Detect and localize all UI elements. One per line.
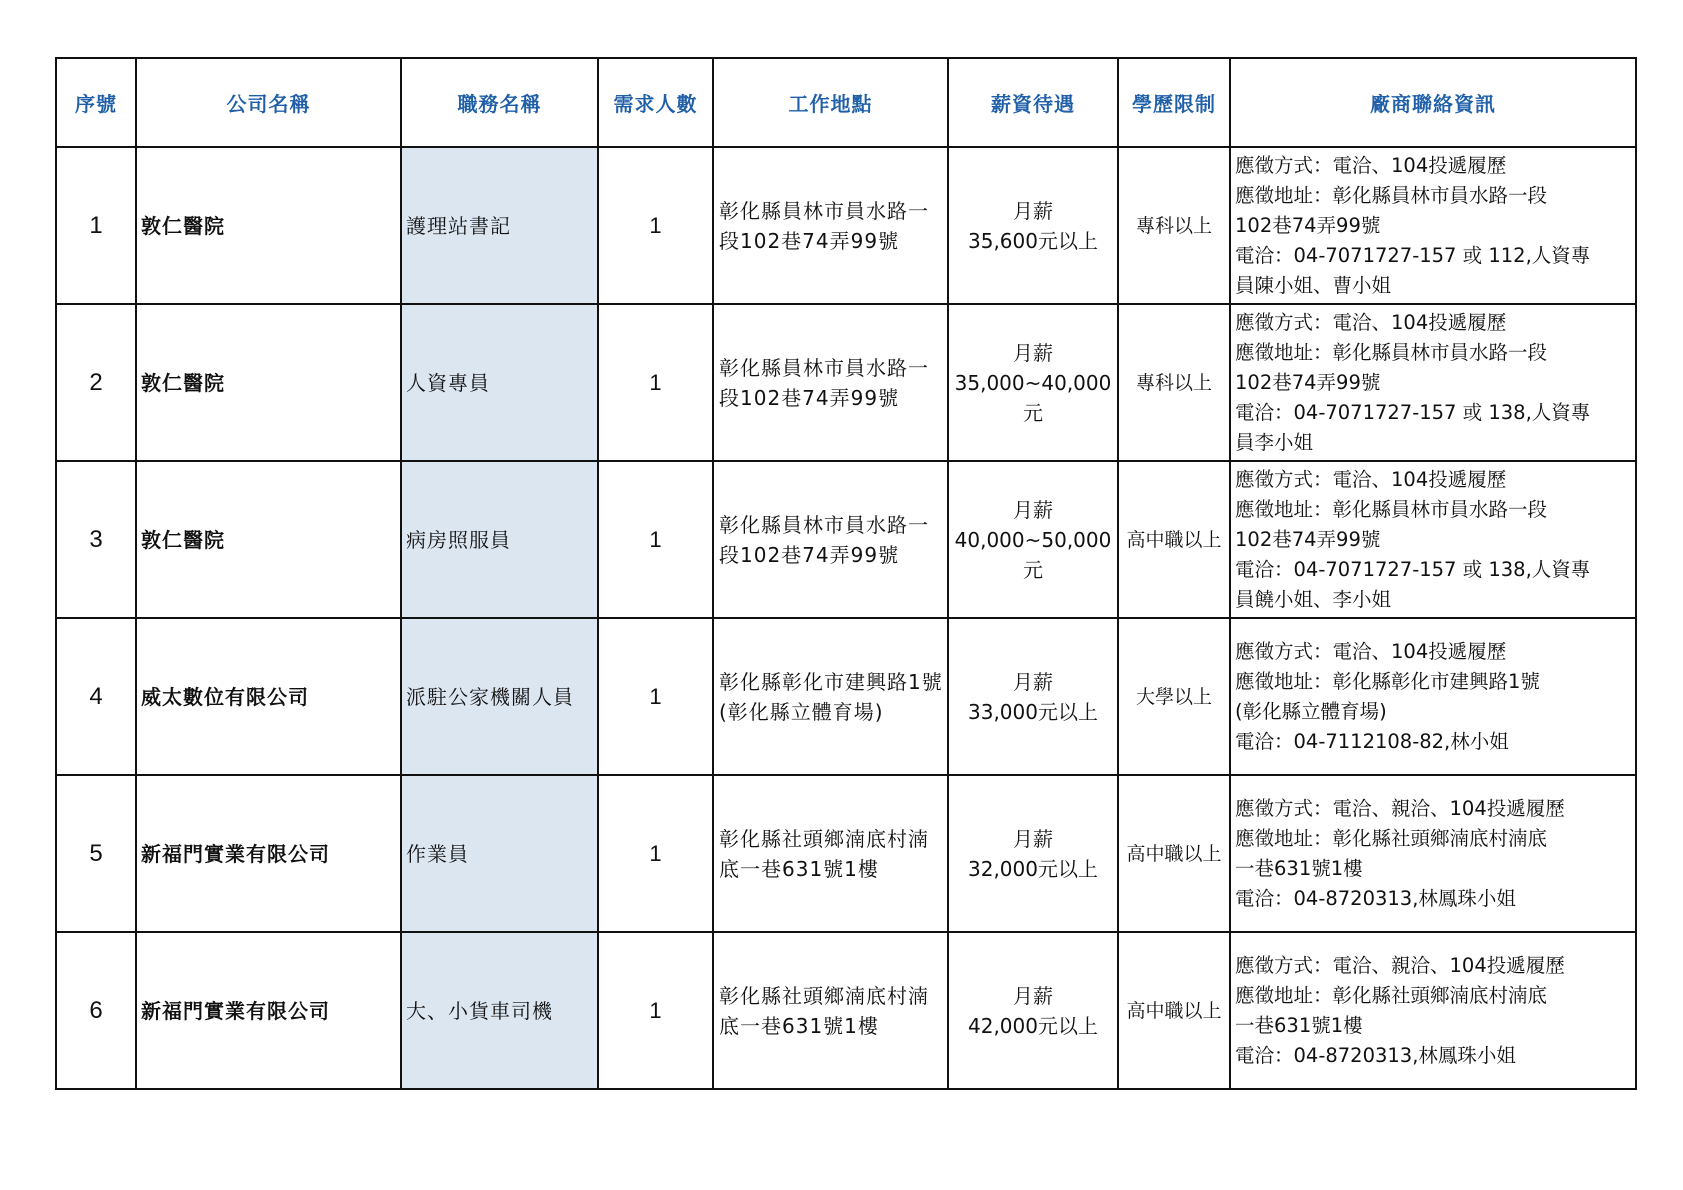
salary-amount: 35,000~40,000 (954, 370, 1112, 395)
cell-education (1118, 932, 1230, 1089)
salary-type: 月薪 (1013, 340, 1053, 365)
job-title: 護理站書記 (406, 213, 511, 238)
contact-line: 電洽：04-7071727-157 或 112,人資專 (1235, 243, 1591, 267)
salary-type: 月薪 (1013, 669, 1053, 694)
cell-location (713, 461, 948, 618)
salary-type: 月薪 (1013, 983, 1053, 1008)
job-listing-table (55, 57, 1637, 1090)
cell-no (56, 618, 136, 775)
headcount: 1 (649, 369, 662, 395)
cell-count (598, 618, 713, 775)
row-number: 1 (89, 211, 103, 239)
row-number: 6 (89, 996, 103, 1024)
job-title: 大、小貨車司機 (406, 998, 553, 1023)
company-name: 敦仁醫院 (141, 527, 225, 552)
table-row (56, 461, 1636, 618)
contact-line: 應徵方式：電洽、親洽、104投遞履歷 (1235, 953, 1565, 977)
row-number: 5 (89, 839, 103, 867)
cell-job (401, 618, 598, 775)
job-title: 作業員 (406, 841, 469, 866)
company-name: 新福門實業有限公司 (141, 998, 330, 1023)
contact-line: 應徵地址：彰化縣社頭鄉湳底村湳底 (1235, 826, 1548, 850)
cell-education (1118, 775, 1230, 932)
row-number: 4 (89, 682, 103, 710)
job-title: 派駐公家機關人員 (406, 684, 574, 709)
work-location: 彰化縣社頭鄉湳底村湳底一巷631號1樓 (719, 983, 929, 1038)
company-name: 敦仁醫院 (141, 213, 225, 238)
header-location: 工作地點 (713, 58, 948, 147)
job-listing-table-container (55, 57, 1637, 1090)
work-location: 彰化縣員林市員水路一段102巷74弄99號 (719, 355, 929, 410)
headcount: 1 (649, 683, 662, 709)
cell-company (136, 147, 401, 304)
cell-contact (1230, 618, 1636, 775)
header-salary: 薪資待遇 (948, 58, 1118, 147)
cell-job (401, 304, 598, 461)
row-number: 2 (89, 368, 103, 396)
cell-location (713, 147, 948, 304)
work-location: 彰化縣員林市員水路一段102巷74弄99號 (719, 198, 929, 253)
table-row (56, 147, 1636, 304)
cell-contact (1230, 775, 1636, 932)
job-title: 病房照服員 (406, 527, 511, 552)
cell-count (598, 932, 713, 1089)
cell-salary (948, 932, 1118, 1089)
cell-education (1118, 618, 1230, 775)
contact-line: 應徵方式：電洽、104投遞履歷 (1235, 310, 1507, 334)
cell-count (598, 304, 713, 461)
contact-line: 員李小姐 (1235, 430, 1314, 454)
contact-line: 應徵方式：電洽、104投遞履歷 (1235, 153, 1507, 177)
cell-location (713, 618, 948, 775)
work-location: 彰化縣彰化市建興路1號 (彰化縣立體育場) (719, 669, 943, 724)
cell-location (713, 932, 948, 1089)
education-requirement: 專科以上 (1135, 214, 1212, 237)
cell-salary (948, 304, 1118, 461)
cell-salary (948, 461, 1118, 618)
work-location: 彰化縣員林市員水路一段102巷74弄99號 (719, 512, 929, 567)
job-title: 人資專員 (406, 370, 490, 395)
contact-line: 員饒小姐、李小姐 (1235, 587, 1392, 611)
cell-job (401, 932, 598, 1089)
education-requirement: 專科以上 (1135, 371, 1212, 394)
header-no: 序號 (56, 58, 136, 147)
header-count: 需求人數 (598, 58, 713, 147)
cell-salary (948, 618, 1118, 775)
cell-no (56, 304, 136, 461)
cell-company (136, 775, 401, 932)
contact-line: (彰化縣立體育場) (1235, 699, 1387, 723)
header-contact: 廠商聯絡資訊 (1230, 58, 1636, 147)
row-number: 3 (89, 525, 103, 553)
salary-amount: 40,000~50,000 (954, 527, 1112, 552)
contact-line: 102巷74弄99號 (1235, 213, 1381, 237)
work-location: 彰化縣社頭鄉湳底村湳底一巷631號1樓 (719, 826, 929, 881)
table-header-row (56, 58, 1636, 147)
cell-company (136, 461, 401, 618)
table-row (56, 304, 1636, 461)
contact-line: 電洽：04-7071727-157 或 138,人資專 (1235, 400, 1591, 424)
salary-type: 月薪 (1013, 198, 1053, 223)
cell-count (598, 147, 713, 304)
salary-unit: 元 (1023, 557, 1043, 582)
cell-no (56, 461, 136, 618)
cell-no (56, 932, 136, 1089)
headcount: 1 (649, 997, 662, 1023)
cell-contact (1230, 932, 1636, 1089)
table-body (56, 147, 1636, 1089)
header-company: 公司名稱 (136, 58, 401, 147)
salary-amount: 35,600元以上 (968, 228, 1098, 253)
cell-contact (1230, 147, 1636, 304)
contact-line: 應徵方式：電洽、104投遞履歷 (1235, 467, 1507, 491)
contact-line: 應徵地址：彰化縣彰化市建興路1號 (1235, 669, 1540, 693)
contact-line: 應徵地址：彰化縣員林市員水路一段 (1235, 497, 1548, 521)
table-row (56, 932, 1636, 1089)
contact-line: 電洽：04-7112108-82,林小姐 (1235, 729, 1509, 753)
cell-count (598, 461, 713, 618)
salary-amount: 33,000元以上 (968, 699, 1098, 724)
cell-count (598, 775, 713, 932)
cell-education (1118, 461, 1230, 618)
table-row (56, 618, 1636, 775)
cell-salary (948, 775, 1118, 932)
salary-amount: 42,000元以上 (968, 1013, 1098, 1038)
cell-company (136, 304, 401, 461)
contact-line: 應徵地址：彰化縣員林市員水路一段 (1235, 340, 1548, 364)
company-name: 敦仁醫院 (141, 370, 225, 395)
cell-education (1118, 147, 1230, 304)
contact-line: 應徵地址：彰化縣員林市員水路一段 (1235, 183, 1548, 207)
education-requirement: 高中職以上 (1126, 528, 1222, 551)
contact-line: 102巷74弄99號 (1235, 370, 1381, 394)
company-name: 威太數位有限公司 (141, 684, 309, 709)
cell-company (136, 932, 401, 1089)
salary-unit: 元 (1023, 400, 1043, 425)
cell-contact (1230, 304, 1636, 461)
contact-line: 102巷74弄99號 (1235, 527, 1381, 551)
education-requirement: 大學以上 (1135, 685, 1212, 708)
contact-line: 電洽：04-8720313,林鳳珠小姐 (1235, 1043, 1516, 1067)
cell-no (56, 775, 136, 932)
salary-type: 月薪 (1013, 497, 1053, 522)
salary-amount: 32,000元以上 (968, 856, 1098, 881)
contact-line: 電洽：04-8720313,林鳳珠小姐 (1235, 886, 1516, 910)
cell-no (56, 147, 136, 304)
headcount: 1 (649, 526, 662, 552)
cell-job (401, 147, 598, 304)
cell-company (136, 618, 401, 775)
contact-line: 電洽：04-7071727-157 或 138,人資專 (1235, 557, 1591, 581)
cell-salary (948, 147, 1118, 304)
education-requirement: 高中職以上 (1126, 842, 1222, 865)
table-row (56, 775, 1636, 932)
headcount: 1 (649, 840, 662, 866)
contact-line: 應徵方式：電洽、104投遞履歷 (1235, 639, 1507, 663)
cell-contact (1230, 461, 1636, 618)
education-requirement: 高中職以上 (1126, 999, 1222, 1022)
headcount: 1 (649, 212, 662, 238)
cell-job (401, 775, 598, 932)
contact-line: 一巷631號1樓 (1235, 856, 1363, 880)
contact-line: 應徵地址：彰化縣社頭鄉湳底村湳底 (1235, 983, 1548, 1007)
cell-job (401, 461, 598, 618)
salary-type: 月薪 (1013, 826, 1053, 851)
company-name: 新福門實業有限公司 (141, 841, 330, 866)
header-education: 學歷限制 (1118, 58, 1230, 147)
cell-education (1118, 304, 1230, 461)
header-job: 職務名稱 (401, 58, 598, 147)
contact-line: 應徵方式：電洽、親洽、104投遞履歷 (1235, 796, 1565, 820)
cell-location (713, 304, 948, 461)
contact-line: 一巷631號1樓 (1235, 1013, 1363, 1037)
cell-location (713, 775, 948, 932)
contact-line: 員陳小姐、曹小姐 (1235, 273, 1392, 297)
